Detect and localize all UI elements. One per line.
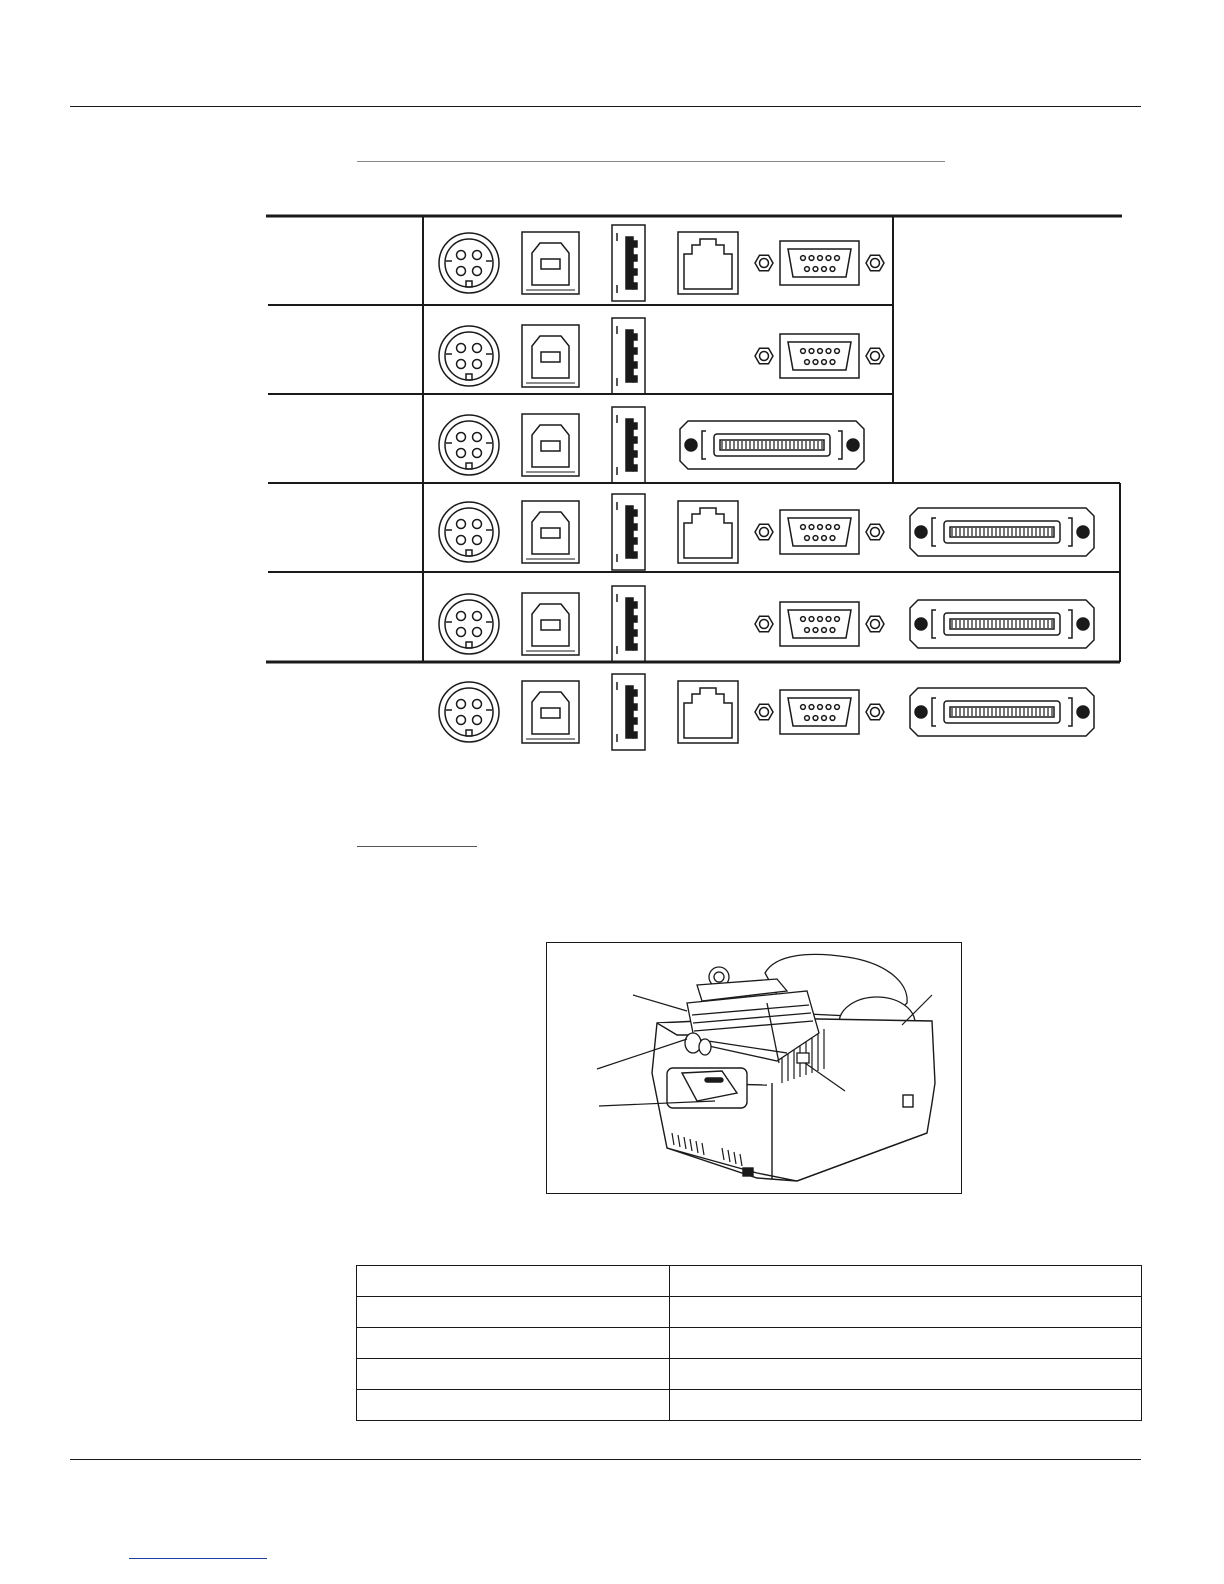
parallel-centronics-icon bbox=[910, 600, 1094, 648]
table-row bbox=[357, 1359, 1142, 1390]
usb-b-icon bbox=[522, 681, 579, 743]
hex-nut-icon bbox=[866, 255, 884, 271]
ps2-mini-din-icon bbox=[439, 326, 499, 386]
table-cell-description bbox=[670, 1297, 1142, 1328]
usb-a-icon bbox=[612, 407, 645, 483]
table-cell-part bbox=[357, 1266, 670, 1297]
printer-illustration-frame bbox=[546, 942, 962, 1194]
parallel-centronics-icon bbox=[680, 421, 864, 469]
table-row bbox=[357, 1390, 1142, 1421]
printer-illustration bbox=[547, 943, 961, 1193]
serial-db9-icon bbox=[755, 510, 884, 554]
ps2-mini-din-icon bbox=[439, 415, 499, 475]
usb-a-icon bbox=[612, 225, 645, 301]
usb-a-icon bbox=[612, 586, 645, 662]
interface-option-row bbox=[439, 674, 1094, 750]
usb-b-icon bbox=[522, 501, 579, 563]
table-row bbox=[357, 1328, 1142, 1359]
ps2-mini-din-icon bbox=[439, 594, 499, 654]
table-row bbox=[357, 1266, 1142, 1297]
table-cell-description bbox=[670, 1390, 1142, 1421]
usb-b-icon bbox=[522, 325, 579, 387]
footer-link-underline[interactable] bbox=[129, 1558, 267, 1559]
parts-table bbox=[356, 1265, 1142, 1421]
usb-a-icon bbox=[612, 494, 645, 570]
usb-b-icon bbox=[522, 593, 579, 655]
table-cell-part bbox=[357, 1390, 670, 1421]
hex-nut-icon bbox=[866, 348, 884, 364]
usb-a-icon bbox=[612, 318, 645, 394]
hex-nut-icon bbox=[755, 255, 773, 271]
hex-nut-icon bbox=[755, 704, 773, 720]
interface-option-row bbox=[439, 407, 864, 483]
usb-b-icon bbox=[522, 414, 579, 476]
ps2-mini-din-icon bbox=[439, 233, 499, 293]
interface-option-row bbox=[439, 494, 1094, 570]
ethernet-rj45-icon bbox=[678, 681, 738, 743]
ps2-mini-din-icon bbox=[439, 502, 499, 562]
serial-db9-icon bbox=[755, 690, 884, 734]
interface-option-row bbox=[439, 225, 884, 301]
ethernet-rj45-icon bbox=[678, 232, 738, 294]
usb-a-icon bbox=[612, 674, 645, 750]
hex-nut-icon bbox=[866, 616, 884, 632]
hex-nut-icon bbox=[755, 616, 773, 632]
usb-b-icon bbox=[522, 232, 579, 294]
hex-nut-icon bbox=[755, 348, 773, 364]
hex-nut-icon bbox=[866, 704, 884, 720]
table-cell-description bbox=[670, 1328, 1142, 1359]
hex-nut-icon bbox=[755, 524, 773, 540]
footer-rule bbox=[70, 1459, 1141, 1460]
interface-option-row bbox=[439, 586, 1094, 662]
serial-db9-icon bbox=[755, 602, 884, 646]
ps2-mini-din-icon bbox=[439, 682, 499, 742]
table-row bbox=[357, 1297, 1142, 1328]
table-cell-description bbox=[670, 1359, 1142, 1390]
hex-nut-icon bbox=[866, 524, 884, 540]
subsection-heading-rule bbox=[357, 846, 477, 847]
serial-db9-icon bbox=[755, 241, 884, 285]
table-cell-part bbox=[357, 1328, 670, 1359]
interface-option-row bbox=[439, 318, 884, 394]
table-cell-description bbox=[670, 1266, 1142, 1297]
serial-db9-icon bbox=[755, 334, 884, 378]
parallel-centronics-icon bbox=[910, 688, 1094, 736]
parallel-centronics-icon bbox=[910, 508, 1094, 556]
table-cell-part bbox=[357, 1297, 670, 1328]
ethernet-rj45-icon bbox=[678, 501, 738, 563]
table-cell-part bbox=[357, 1359, 670, 1390]
